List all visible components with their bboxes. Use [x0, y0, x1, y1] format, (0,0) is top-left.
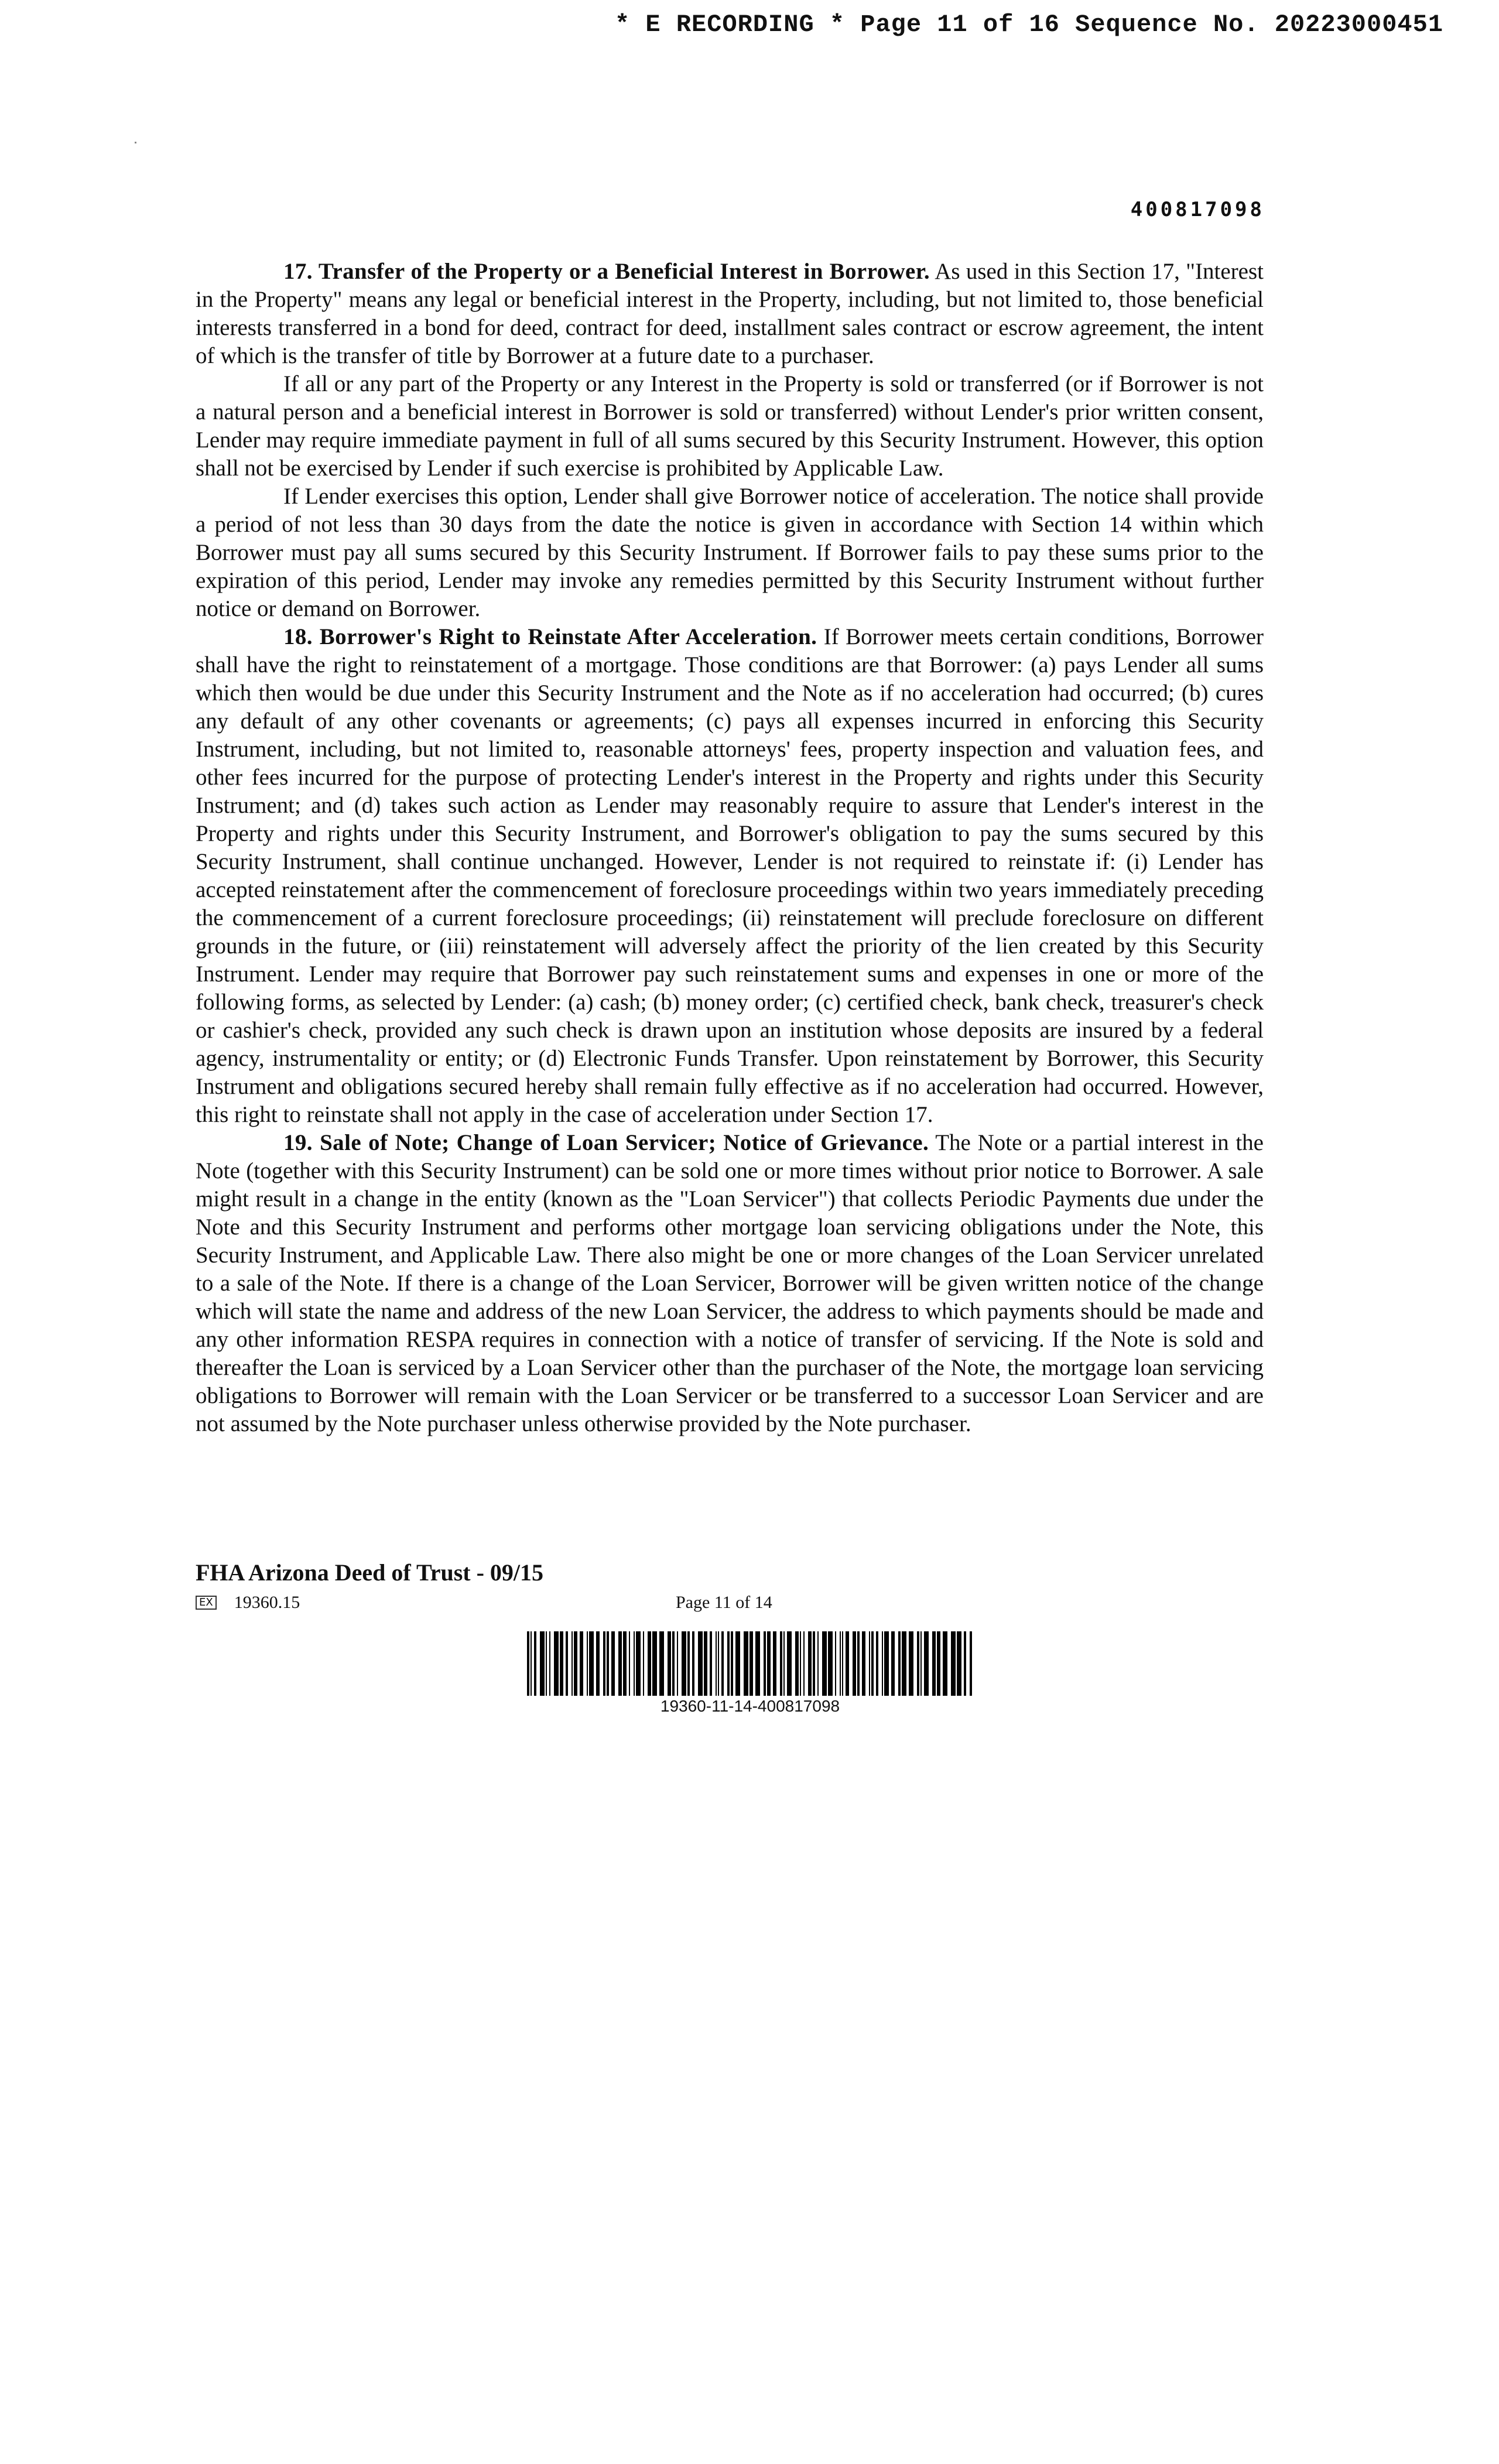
barcode-bar [527, 1631, 529, 1696]
barcode-bar [917, 1631, 919, 1696]
paragraph-text: As used in this Section 17, "Interest in the Property" means any legal or beneficial interest in the Property, including, but not limited to, those beneficial interests transferred in a bond for deed, contract for deed, installment sales contract or escrow agreement, the intent of which is the transfer of title by Borrower at a future date to a purchaser. [196, 259, 1264, 368]
page-number: Page 11 of 14 [676, 1593, 772, 1612]
barcode-bar [869, 1631, 870, 1696]
paragraph-17-b [196, 370, 1264, 482]
barcode-bar [540, 1631, 545, 1696]
paragraph-text: If Borrower meets certain conditions, Borrower shall have the right to reinstatement of a mortgage. Those conditions are that Borrower: (a) pays Lender all sums which then would be due under this Security Instrument and the Note as if no acceleration had occurred; (b) cures any default of any other covenants or agreements; (c) pays all expenses incurred in enforcing this Security Instrument, including, but not limited to, reasonable attorneys' fees, property inspection and valuation fees, and other fees incurred for the purpose of protecting Lender's interest in the Property and rights under this Security Instrument; and (d) takes such action as Lender may reasonably require to assure that Lender's interest in the Property and rights under this Security Instrument, and Borrower's obligation to pay the sums secured by this Security Instrument, shall continue unchanged. However, Lender is not required to reinstate if: (i) Lender has accepted reinstatement after the commencement of foreclosure proceedings within two years immediately preceding the commencement of a current foreclosure proceedings; (ii) reinstatement will preclude foreclosure on different grounds in the future, or (iii) reinstatement will adversely affect the priority of the lien created by this Security Instrument. Lender may require that Borrower pay such reinstatement sums and expenses in one or more of the following forms, as selected by Lender: (a) cash; (b) money order; (c) certified check, bank check, treasurer's check or cashier's check, provided any such check is drawn upon an institution whose deposits are insured by a federal agency, instrumentality or entity; or (d) Electronic Funds Transfer. Upon reinstatement by Borrower, this Security Instrument and obligations secured hereby shall remain fully effective as if no acceleration had occurred. However, this right to reinstate shall not apply in the case of acceleration under Section 17. [196, 624, 1264, 1127]
barcode-bar [902, 1631, 906, 1696]
barcode-bar [803, 1631, 805, 1696]
form-title: FHA Arizona Deed of Trust - 09/15 [196, 1559, 544, 1586]
barcode-bar [773, 1631, 776, 1696]
barcode-bar [780, 1631, 782, 1696]
barcode-bar [716, 1631, 717, 1696]
barcode-bar [787, 1631, 792, 1696]
barcode-bar [970, 1631, 972, 1696]
barcode-bar [846, 1631, 849, 1696]
barcode-bar [857, 1631, 860, 1696]
barcode-bar [596, 1631, 600, 1696]
barcode-bar [718, 1631, 719, 1696]
section-17-heading: 17. Transfer of the Property or a Beneficial Interest in Borrower. [283, 259, 930, 284]
barcode-bar [783, 1631, 785, 1696]
barcode-bar [744, 1631, 748, 1696]
barcode-bar [943, 1631, 947, 1696]
barcode-bar [546, 1631, 547, 1696]
barcode-bar [589, 1631, 594, 1696]
recording-header: * E RECORDING * Page 11 of 16 Sequence No. 20223000451 [615, 11, 1444, 39]
barcode-bar [920, 1631, 922, 1696]
barcode-bar [534, 1631, 536, 1696]
barcode-bar [710, 1631, 712, 1696]
barcode-bar [876, 1631, 878, 1696]
paragraph-text: If all or any part of the Property or any Interest in the Property is sold or transferred (or if Borrower is not a natural person and a beneficial interest in Borrower is sold or transferred) without Lender's prior written consent, Lender may require immediate payment in full of all sums secured by this Security Instrument. However, this option shall not be exercised by Lender if such exercise is prohibited by Applicable Law. [196, 371, 1264, 481]
barcode-bar [652, 1631, 657, 1696]
barcode-bar [566, 1631, 568, 1696]
barcode-bar [808, 1631, 812, 1696]
barcode-bar [891, 1631, 895, 1696]
barcode-bar [813, 1631, 815, 1696]
barcode-bar [643, 1631, 644, 1696]
barcode-bar [607, 1631, 609, 1696]
paragraph-19 [196, 1129, 1264, 1438]
barcode-bar [924, 1631, 929, 1696]
barcode-bar [574, 1631, 577, 1696]
barcode-bar [692, 1631, 694, 1696]
barcode-bar [554, 1631, 559, 1696]
barcode-bar [727, 1631, 730, 1696]
barcode-bar [648, 1631, 651, 1696]
form-id [196, 1593, 300, 1613]
barcode-bar [767, 1631, 771, 1696]
barcode-bar [964, 1631, 966, 1696]
barcode-bar [571, 1631, 573, 1696]
paragraph-17-c [196, 482, 1264, 623]
barcode-bar [531, 1631, 532, 1696]
barcode-bar [587, 1631, 588, 1696]
barcode-bar [800, 1631, 801, 1696]
barcode-bar [951, 1631, 956, 1696]
barcode-bar [659, 1631, 664, 1696]
barcode-bar [634, 1631, 635, 1696]
barcode-bar [668, 1631, 671, 1696]
barcode-bar [817, 1631, 819, 1696]
form-number: 19360.15 [234, 1593, 300, 1612]
barcode-bar [731, 1631, 733, 1696]
barcode-bar [932, 1631, 936, 1696]
scan-speck [135, 142, 136, 143]
section-18-heading: 18. Borrower's Right to Reinstate After Acceleration. [283, 624, 817, 649]
barcode-bar [835, 1631, 836, 1696]
barcode-bar [842, 1631, 843, 1696]
barcode [525, 1631, 976, 1696]
barcode-bar [882, 1631, 883, 1696]
barcode-bar [580, 1631, 583, 1696]
barcode-bar [822, 1631, 827, 1696]
barcode-bar [611, 1631, 615, 1696]
barcode-bar [636, 1631, 641, 1696]
barcode-bar [828, 1631, 833, 1696]
barcode-bar [957, 1631, 961, 1696]
barcode-bar [560, 1631, 563, 1696]
barcode-bar [629, 1631, 630, 1696]
barcode-bar [698, 1631, 703, 1696]
form-badge-icon: EX [196, 1596, 217, 1610]
barcode-bar [862, 1631, 865, 1696]
barcode-bar [764, 1631, 766, 1696]
loan-number: 400817098 [1130, 198, 1265, 221]
barcode-bar [672, 1631, 675, 1696]
paragraph-18 [196, 623, 1264, 1129]
barcode-bar [603, 1631, 605, 1696]
barcode-bar [677, 1631, 678, 1696]
barcode-bar [755, 1631, 760, 1696]
barcode-bar [721, 1631, 724, 1696]
section-19-heading: 19. Sale of Note; Change of Loan Servicer; Notice of Grievance. [283, 1130, 929, 1155]
barcode-bar [840, 1631, 841, 1696]
barcode-bar [549, 1631, 550, 1696]
barcode-bar [884, 1631, 889, 1696]
barcode-bar [735, 1631, 740, 1696]
document-body [196, 258, 1264, 1438]
barcode-bar [898, 1631, 901, 1696]
barcode-bar [618, 1631, 622, 1696]
barcode-bar [704, 1631, 707, 1696]
barcode-bar [937, 1631, 940, 1696]
paragraph-text: If Lender exercises this option, Lender shall give Borrower notice of acceleration. The notice shall provide a period of not less than 30 days from the date the notice is given in accordance with Section 14 within which Borrower must pay all sums secured by this Security Instrument. If Borrower fails to pay these sums prior to the expiration of this period, Lender may invoke any remedies permitted by this Security Instrument without further notice or demand on Borrower. [196, 484, 1264, 621]
barcode-bar [871, 1631, 874, 1696]
barcode-bar [687, 1631, 690, 1696]
barcode-text: 19360-11-14-400817098 [660, 1697, 840, 1715]
barcode-bar [853, 1631, 856, 1696]
barcode-bar [795, 1631, 799, 1696]
paragraph-text: The Note or a partial interest in the Note (together with this Security Instrument) can be sold one or more times without prior notice to Borrower. A sale might result in a change in the entity (known as the "Loan Servicer") that collects Periodic Payments due under the Note and this Security Instrument and performs other mortgage loan servicing obligations under the Note, this Security Instrument, and Applicable Law. There also might be one or more changes of the Loan Servicer unrelated to a sale of the Note. If there is a change of the Loan Servicer, Borrower will be given written notice of the change which will state the name and address of the new Loan Servicer, the address to which payments should be made and any other information RESPA requires in connection with a notice of transfer of servicing. If the Note is sold and thereafter the Loan is serviced by a Loan Servicer other than the purchaser of the Note, the mortgage loan servicing obligations to Borrower will remain with the Loan Servicer or be transferred to a successor Loan Servicer and are not assumed by the Note purchaser unless otherwise provided by the Note purchaser. [196, 1130, 1264, 1436]
barcode-bar [623, 1631, 627, 1696]
paragraph-17 [196, 258, 1264, 370]
barcode-bar [750, 1631, 753, 1696]
barcode-bar [682, 1631, 686, 1696]
barcode-bar [909, 1631, 913, 1696]
